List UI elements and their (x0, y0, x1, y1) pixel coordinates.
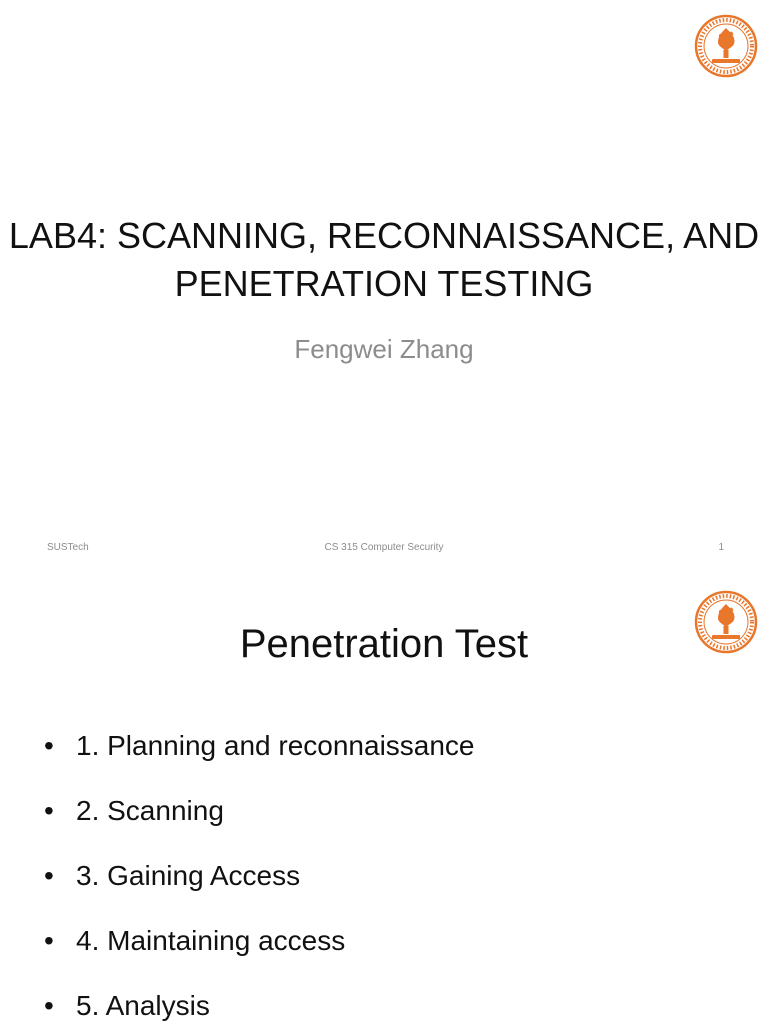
bullet-icon: • (44, 860, 54, 891)
university-seal-icon (694, 14, 758, 78)
slide-title-line-2: PENETRATION TESTING (174, 263, 594, 304)
slide-title (0, 212, 768, 308)
list-item: • 1. Planning and reconnaissance (44, 728, 475, 793)
footer-course: CS 315 Computer Security (324, 542, 444, 553)
footer-institution: SUSTech (47, 542, 89, 553)
bullet-icon: • (44, 795, 54, 826)
bullet-icon: • (44, 925, 54, 956)
slide-title-line-1: LAB4: SCANNING, RECONNAISSANCE, AND (8, 215, 760, 256)
bullet-list (44, 728, 475, 1024)
content-slide (0, 576, 768, 1024)
list-item: • 2. Scanning (44, 793, 475, 858)
slide-title: Penetration Test (239, 622, 529, 666)
list-item: • 3. Gaining Access (44, 858, 475, 923)
footer-page-number: 1 (718, 542, 724, 553)
bullet-icon: • (44, 730, 54, 761)
list-item: • 5. Analysis (44, 988, 475, 1024)
bullet-icon: • (44, 990, 54, 1021)
author-name: Fengwei Zhang (294, 334, 474, 364)
list-item: • 4. Maintaining access (44, 923, 475, 988)
